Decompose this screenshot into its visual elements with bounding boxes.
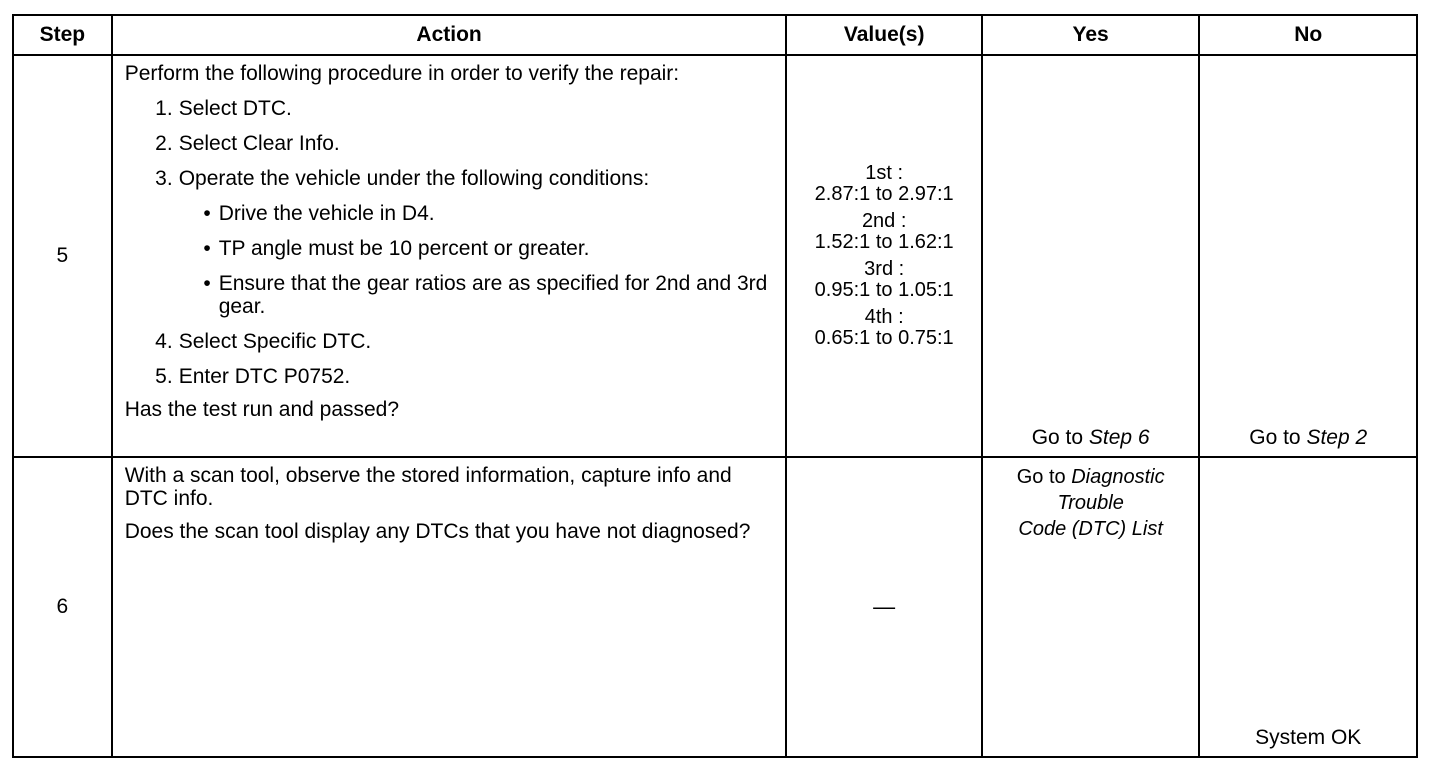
yes-cell — [982, 457, 1200, 757]
bullet-icon: • — [203, 272, 211, 295]
procedure-list-continued — [125, 330, 776, 388]
action-intro: Perform the following procedure in order to verify the repair: — [124, 62, 680, 85]
header-no: No — [1199, 15, 1417, 55]
step-cell — [13, 55, 112, 457]
header-step: Step — [13, 15, 112, 55]
no-cell — [1199, 55, 1417, 457]
no-system-ok: System OK — [1255, 726, 1362, 749]
step-number: 6 — [56, 595, 69, 618]
list-item: 4. Select Specific DTC. — [155, 330, 372, 353]
step-number: 5 — [56, 244, 69, 267]
action-intro: With a scan tool, observe the stored information, capture info and DTC info. — [124, 464, 732, 510]
list-item: • Ensure that the gear ratios are as specified for 2nd and 3rd gear. — [179, 272, 776, 318]
action-cell — [112, 457, 787, 757]
action-cell — [112, 55, 787, 457]
header-values: Value(s) — [786, 15, 981, 55]
values-cell — [786, 457, 981, 757]
no-cell — [1199, 457, 1417, 757]
gear-ratio-values: 1st : 2.87:1 to 2.97:1 2nd : 1.52:1 to 1.62:1 3rd : 0.95:1 to 1.05:1 4th : 0.65:1 to 0.75:1 — [814, 162, 954, 349]
table-row-step-5 — [13, 55, 1417, 457]
action-question: Does the scan tool display any DTCs that you have not diagnosed? — [124, 520, 751, 543]
list-item: 5. Enter DTC P0752. — [155, 365, 351, 388]
values-cell — [786, 55, 981, 457]
action-question: Has the test run and passed? — [124, 398, 400, 421]
list-item: • TP angle must be 10 percent or greater. — [179, 237, 776, 260]
header-yes: Yes — [982, 15, 1200, 55]
diagnostic-table — [12, 14, 1418, 758]
bullet-icon: • — [203, 202, 211, 225]
value-dash: — — [873, 594, 896, 619]
yes-goto-dtc-list[interactable]: Go to Diagnostic Trouble Code (DTC) List — [1016, 466, 1165, 540]
header-action: Action — [112, 15, 787, 55]
bullet-icon: • — [203, 237, 211, 260]
list-item: 2. Select Clear Info. — [155, 132, 340, 155]
yes-cell — [982, 55, 1200, 457]
no-goto-step-2[interactable]: Go to Step 2 — [1249, 426, 1368, 449]
list-item: 1. Select DTC. — [155, 97, 292, 120]
list-item: • Drive the vehicle in D4. — [179, 202, 776, 225]
table-row-step-6 — [13, 457, 1417, 757]
yes-goto-step-6[interactable]: Go to Step 6 — [1031, 426, 1150, 449]
step-cell — [13, 457, 112, 757]
procedure-list — [125, 97, 776, 190]
list-item: 3. Operate the vehicle under the following conditions: — [155, 167, 650, 190]
header-row — [13, 15, 1417, 55]
condition-list — [125, 202, 776, 318]
